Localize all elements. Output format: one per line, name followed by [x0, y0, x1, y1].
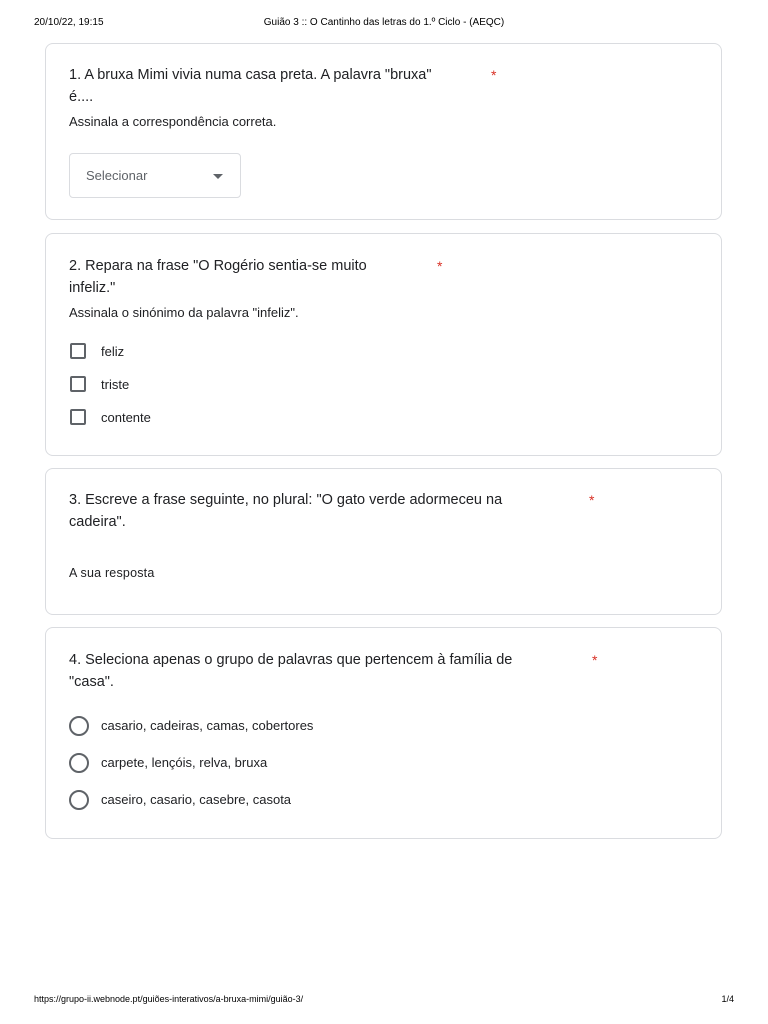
checkbox-option[interactable]: [69, 342, 569, 364]
radio-icon[interactable]: [69, 716, 89, 736]
question-description: Assinala a correspondência correta.: [69, 114, 277, 129]
radio-option[interactable]: [69, 790, 569, 812]
option-label: casario, cadeiras, camas, cobertores: [101, 718, 314, 733]
option-label: carpete, lençóis, relva, bruxa: [101, 755, 268, 770]
question-title-line: 2. Repara na frase "O Rogério sentia-se muito: [69, 258, 367, 274]
radio-option[interactable]: [69, 753, 569, 775]
checkbox-option[interactable]: [69, 408, 569, 430]
option-label: caseiro, casario, casebre, casota: [101, 792, 292, 807]
checkbox-option[interactable]: [69, 375, 569, 397]
question-title: [69, 255, 367, 299]
question-description: Assinala o sinónimo da palavra "infeliz".: [69, 305, 299, 320]
checkbox-icon[interactable]: [70, 376, 86, 392]
answer-dropdown[interactable]: [69, 153, 241, 198]
print-page-title: Guião 3 :: O Cantinho das letras do 1.º Ciclo - (AEQC): [263, 17, 505, 28]
question-title: [69, 649, 512, 693]
radio-option[interactable]: [69, 716, 569, 738]
dropdown-placeholder: Selecionar: [86, 168, 148, 183]
checkbox-icon[interactable]: [70, 343, 86, 359]
question-card-1: [45, 43, 722, 220]
option-label: triste: [101, 377, 130, 392]
question-title-line: 1. A bruxa Mimi vivia numa casa preta. A palavra "bruxa": [69, 67, 432, 83]
print-header: [0, 17, 768, 31]
required-asterisk: *: [592, 652, 598, 668]
answer-text-input[interactable]: A sua resposta: [69, 566, 155, 580]
question-title-line: 4. Seleciona apenas o grupo de palavras que pertencem à família de: [69, 652, 513, 668]
question-title: [69, 489, 502, 533]
question-title-line: é....: [69, 89, 94, 105]
required-asterisk: *: [437, 258, 443, 274]
print-footer: [0, 994, 768, 1008]
required-asterisk: *: [589, 492, 595, 508]
question-title-line: infeliz.": [69, 280, 116, 296]
question-title-line: cadeira".: [69, 514, 126, 530]
question-card-3: [45, 468, 722, 615]
question-card-2: [45, 233, 722, 456]
checkbox-icon[interactable]: [70, 409, 86, 425]
chevron-down-icon: [213, 174, 223, 179]
question-title-line: 3. Escreve a frase seguinte, no plural: "O gato verde adormeceu na: [69, 492, 503, 508]
option-label: contente: [101, 410, 151, 425]
page-url: https://grupo-ii.webnode.pt/guiões-interativos/a-bruxa-mimi/guião-3/: [34, 994, 304, 1004]
question-card-4: [45, 627, 722, 839]
radio-icon[interactable]: [69, 753, 89, 773]
page-number: 1/4: [721, 994, 734, 1004]
print-datetime: 20/10/22, 19:15: [34, 17, 104, 28]
required-asterisk: *: [491, 67, 497, 83]
radio-icon[interactable]: [69, 790, 89, 810]
option-label: feliz: [101, 344, 125, 359]
question-title-line: "casa".: [69, 674, 114, 690]
question-title: [69, 64, 432, 108]
